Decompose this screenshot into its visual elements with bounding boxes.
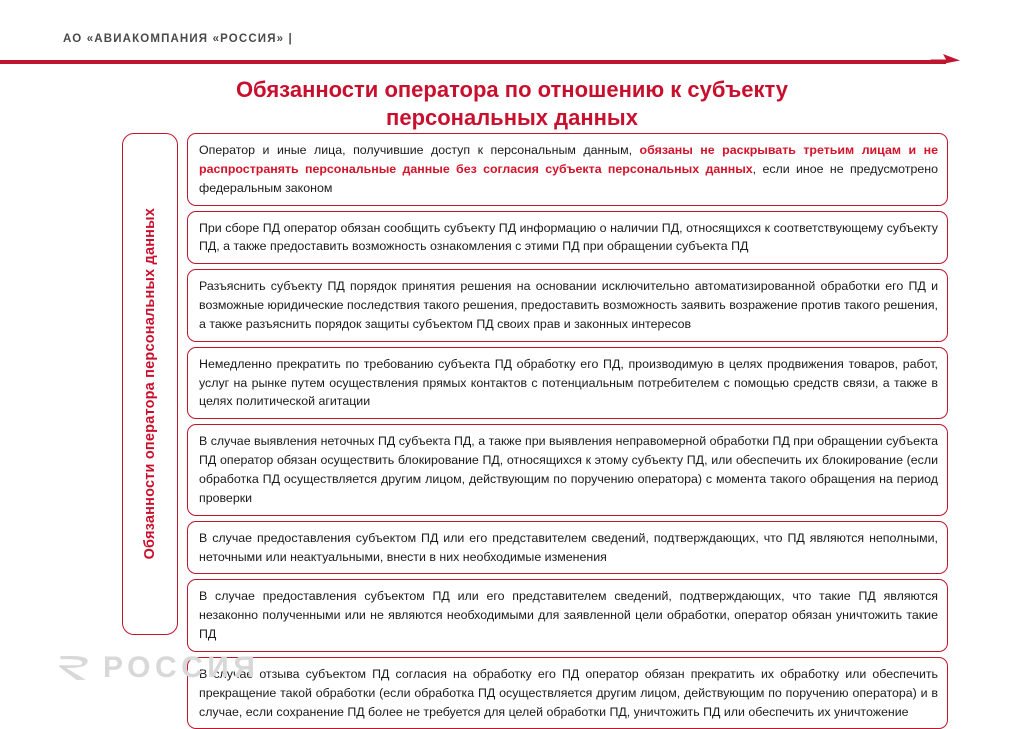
footer-logo [57, 648, 259, 688]
obligation-text: В случае предоставления субъектом ПД или его представителем сведений, подтверждающих, что такие ПД являются незаконно полученными или не являются необходимыми для заявленной цели обработки, оператор обязан уничтожить такие ПД [199, 589, 938, 642]
header-rule-arrow-icon [930, 53, 960, 67]
obligation-box [187, 211, 948, 265]
company-brand-label: АО «АВИАКОМПАНИЯ «РОССИЯ» | [63, 33, 293, 45]
slide-header [0, 0, 1024, 62]
obligation-text: Разъяснить субъекту ПД порядок принятия решения на основании исключительно автоматизированной обработки его ПД и возможные юридические последствия такого решения, предоставить возможность заявить возражение против такого решения, а также разъяснить порядок защиты субъектом ПД своих прав и законных интересов [199, 279, 938, 331]
obligation-text: В случае отзыва субъектом ПД согласия на обработку его ПД оператор обязан прекратить их обработку или обеспечить прекращение такой обработки (если обработка ПД осуществляется другим лицом, действующим по поручению оператора) и в случае, если сохранение ПД более не требуется для целей обработки ПД, уничтожить ПД или обеспечить их уничтожение [199, 666, 938, 719]
obligation-text: , если иное не предусмотрено федеральным законом [199, 161, 938, 195]
obligation-text: В случае выявления неточных ПД субъекта ПД, а также при выявления неправомерной обработки ПД при обращении субъекта ПД оператор обязан осуществить блокирование ПД, относящихся к этому субъекту ПД, или обеспечить их блокирование (если обработка ПД осуществляется другим лицом, действующим по поручению оператора) с момента такого обращения на период проверки [199, 434, 938, 505]
obligations-list [187, 133, 948, 729]
obligation-text: В случае предоставления субъектом ПД или его представителем сведений, подтверждающих, что ПД являются неполными, неточными или неактуальными, внести в них необходимые изменения [199, 530, 938, 564]
obligation-box [187, 424, 948, 515]
obligation-text: Оператор и иные лица, получившие доступ к персональным данным, [199, 143, 640, 157]
side-category-label-text: Обязанности оператора персональных данных [142, 208, 158, 560]
header-red-rule [0, 60, 946, 64]
obligation-text: При сборе ПД оператор обязан сообщить субъекту ПД информацию о наличии ПД, относящихся к соответствующему субъекту ПД, а также предоставить возможность ознакомления с этими ПД при обращении субъекта ПД [199, 220, 938, 254]
rossiya-swoosh-icon [57, 651, 91, 685]
obligation-highlight-text: обязаны не раскрывать третьим лицам и не распространять персональные данные без согласия субъекта персональных данных [199, 143, 938, 176]
obligation-box [187, 133, 948, 206]
side-category-label [122, 133, 178, 635]
obligation-box [187, 521, 948, 575]
page-title: Обязанности оператора по отношению к субъекту персональных данных [235, 77, 789, 130]
footer-logo-text: РОССИЯ [103, 651, 260, 684]
obligation-box [187, 579, 948, 652]
obligation-box [187, 269, 948, 342]
obligation-box [187, 347, 948, 420]
obligation-text: Немедленно прекратить по требованию субъекта ПД обработку его ПД, производимую в целях продвижения товаров, работ, услуг на рынке путем осуществления прямых контактов с потенциальным потребителем с помощью средств связи, а также в целях политической агитации [199, 356, 938, 409]
obligation-box [187, 657, 948, 729]
